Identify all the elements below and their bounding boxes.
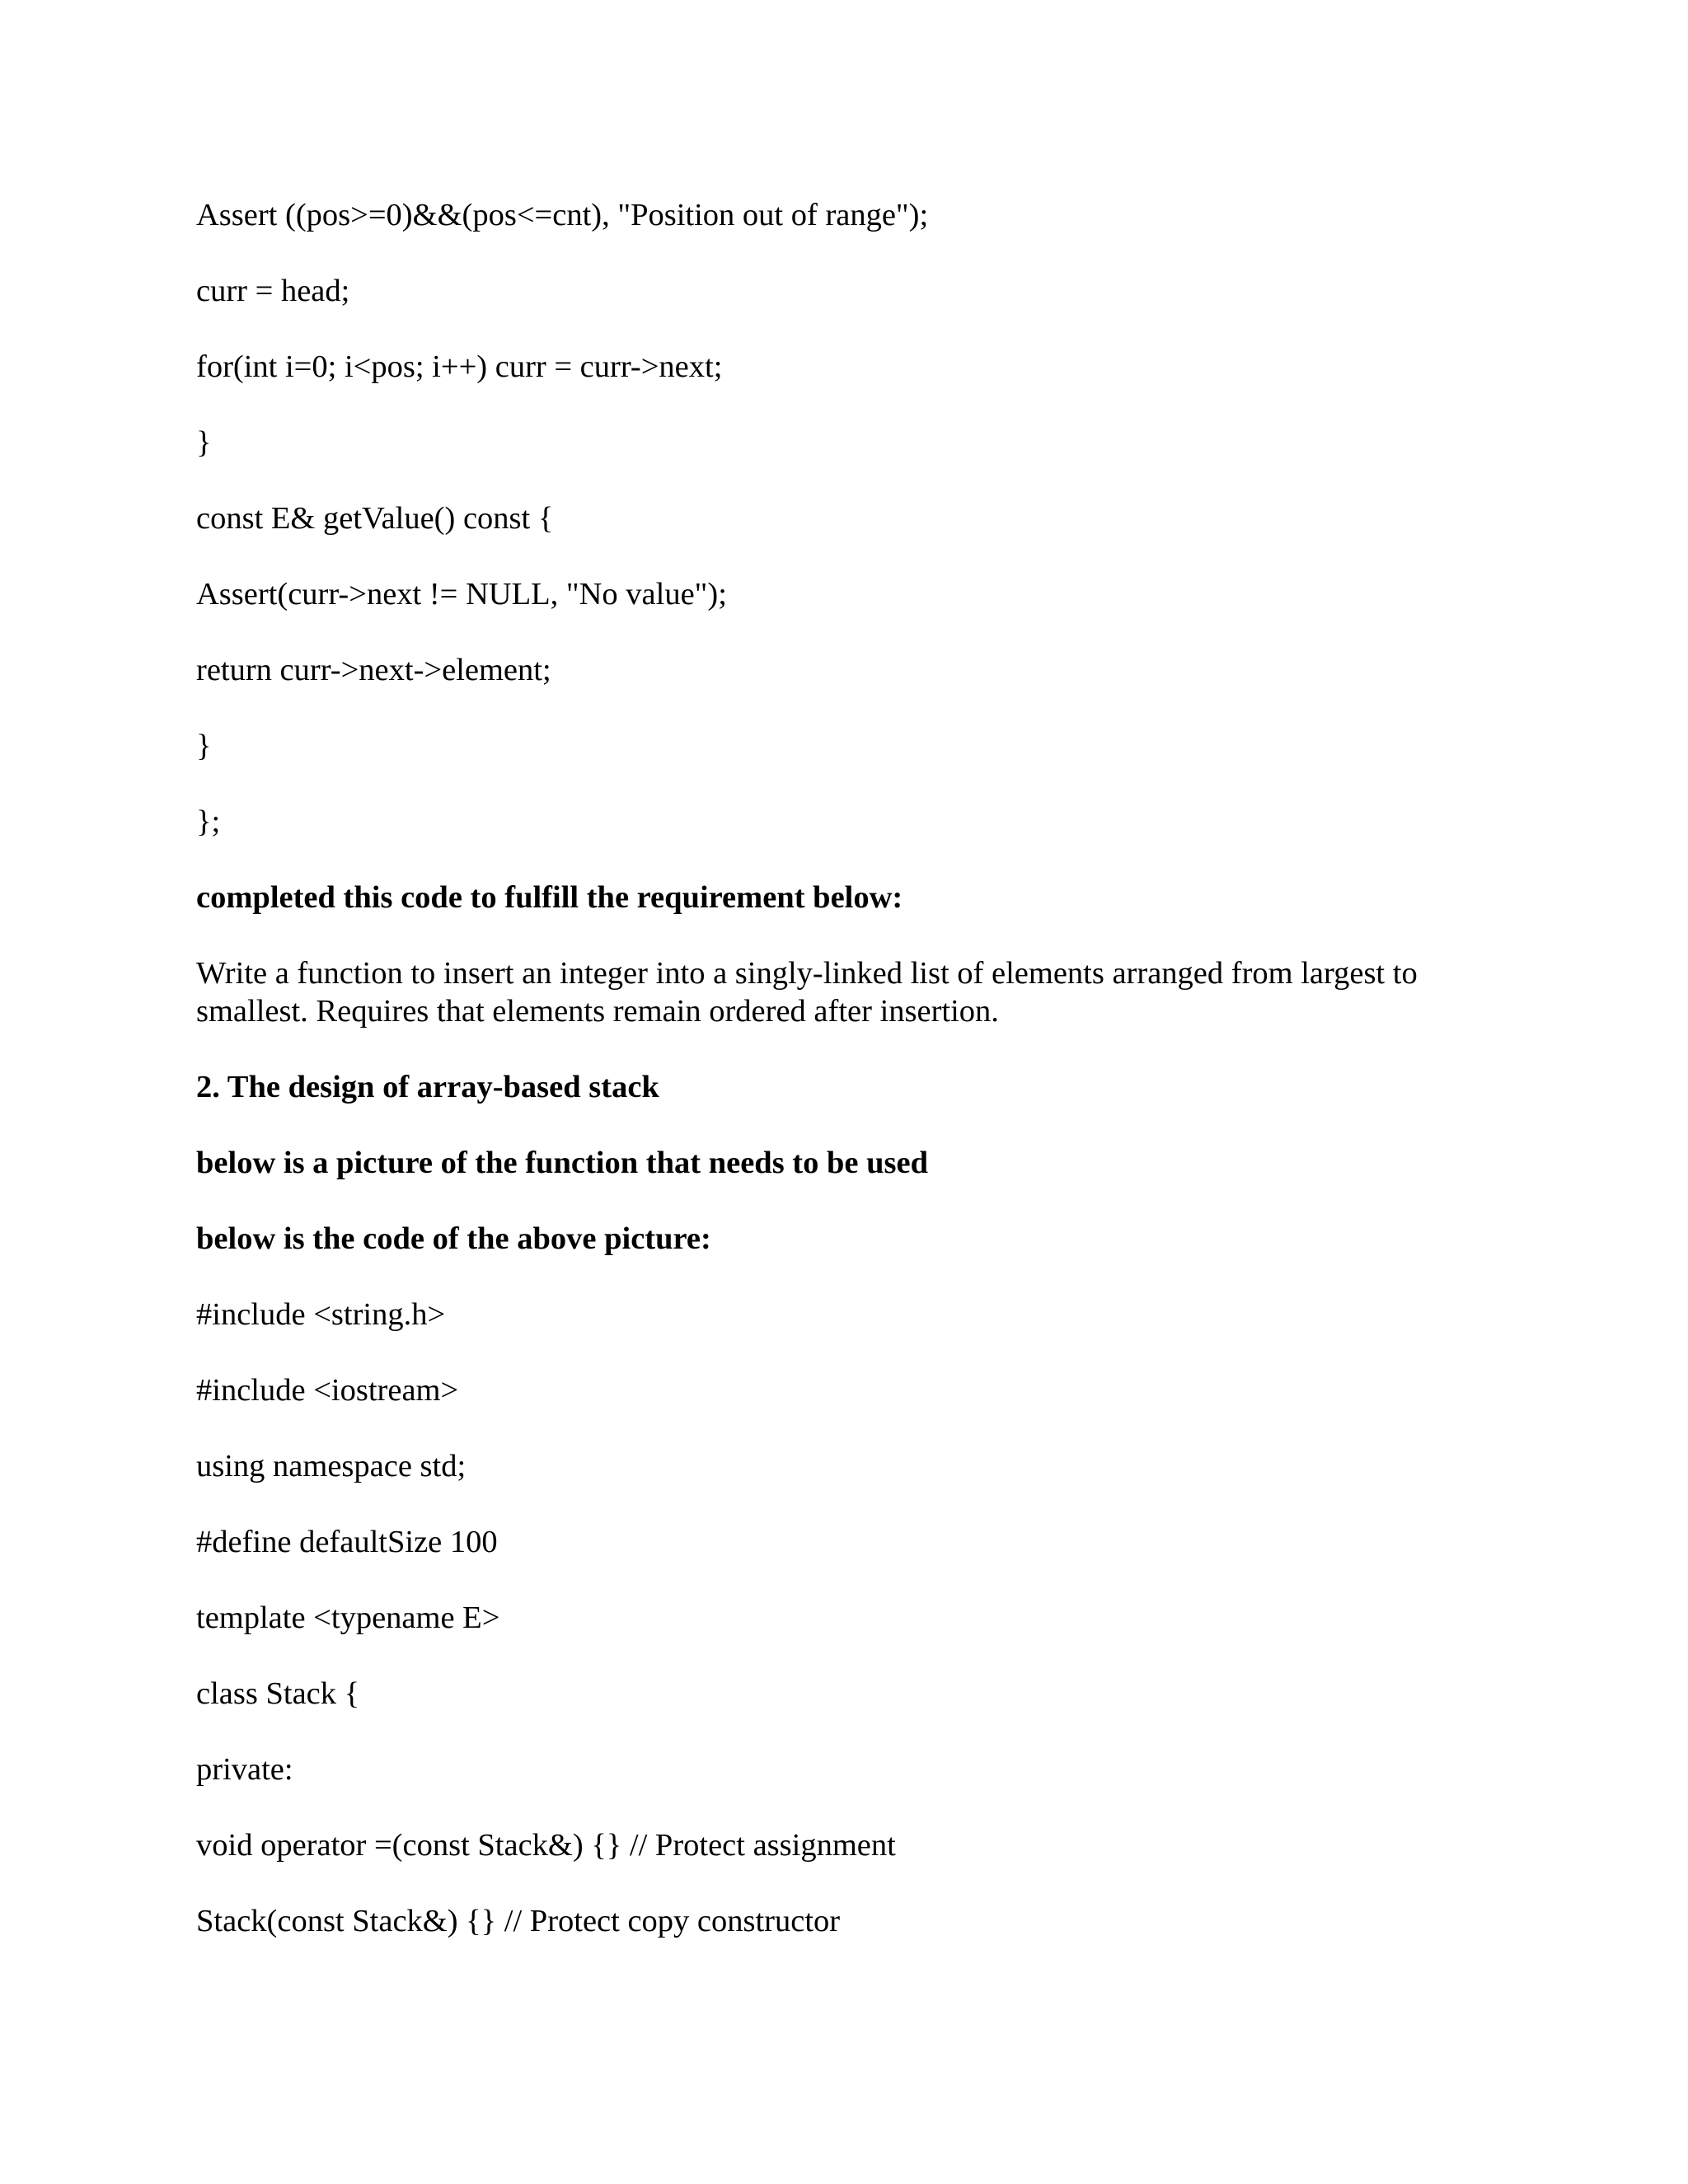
code-line-template: template <typename E> [196,1601,500,1635]
requirement-text-line-1: Write a function to insert an integer into a singly-linked list of elements arranged from largest to [196,956,1418,991]
requirement-text-line-2: smallest. Requires that elements remain ordered after insertion. [196,994,999,1029]
code-line-private: private: [196,1752,293,1787]
code-line-assert-value: Assert(curr->next != NULL, "No value"); [196,577,727,612]
code-line-close-brace: } [196,729,212,763]
code-line-for-loop: for(int i=0; i<pos; i++) curr = curr->next; [196,349,723,384]
code-line-copy-constructor: Stack(const Stack&) {} // Protect copy constructor [196,1904,841,1938]
code-line-class-end: }; [196,804,221,839]
code-line-define-size: #define defaultSize 100 [196,1525,498,1559]
code-note: below is the code of the above picture: [196,1221,711,1256]
code-line-return: return curr->next->element; [196,653,551,687]
code-line-using-namespace: using namespace std; [196,1449,467,1483]
code-line-operator-assign: void operator =(const Stack&) {} // Protect assignment [196,1828,896,1863]
requirement-heading: completed this code to fulfill the requirement below: [196,880,903,915]
code-line-class-stack: class Stack { [196,1676,360,1711]
code-line-assert-position: Assert ((pos>=0)&&(pos<=cnt), "Position out of range"); [196,198,929,232]
code-line-close-brace: } [196,425,212,460]
code-line-include-iostream: #include <iostream> [196,1373,459,1408]
code-line-getvalue-signature: const E& getValue() const { [196,501,554,536]
picture-note: below is a picture of the function that needs to be used [196,1146,929,1180]
code-line-include-string: #include <string.h> [196,1297,446,1332]
code-line-curr-head: curr = head; [196,274,350,308]
section-heading: 2. The design of array-based stack [196,1070,659,1104]
